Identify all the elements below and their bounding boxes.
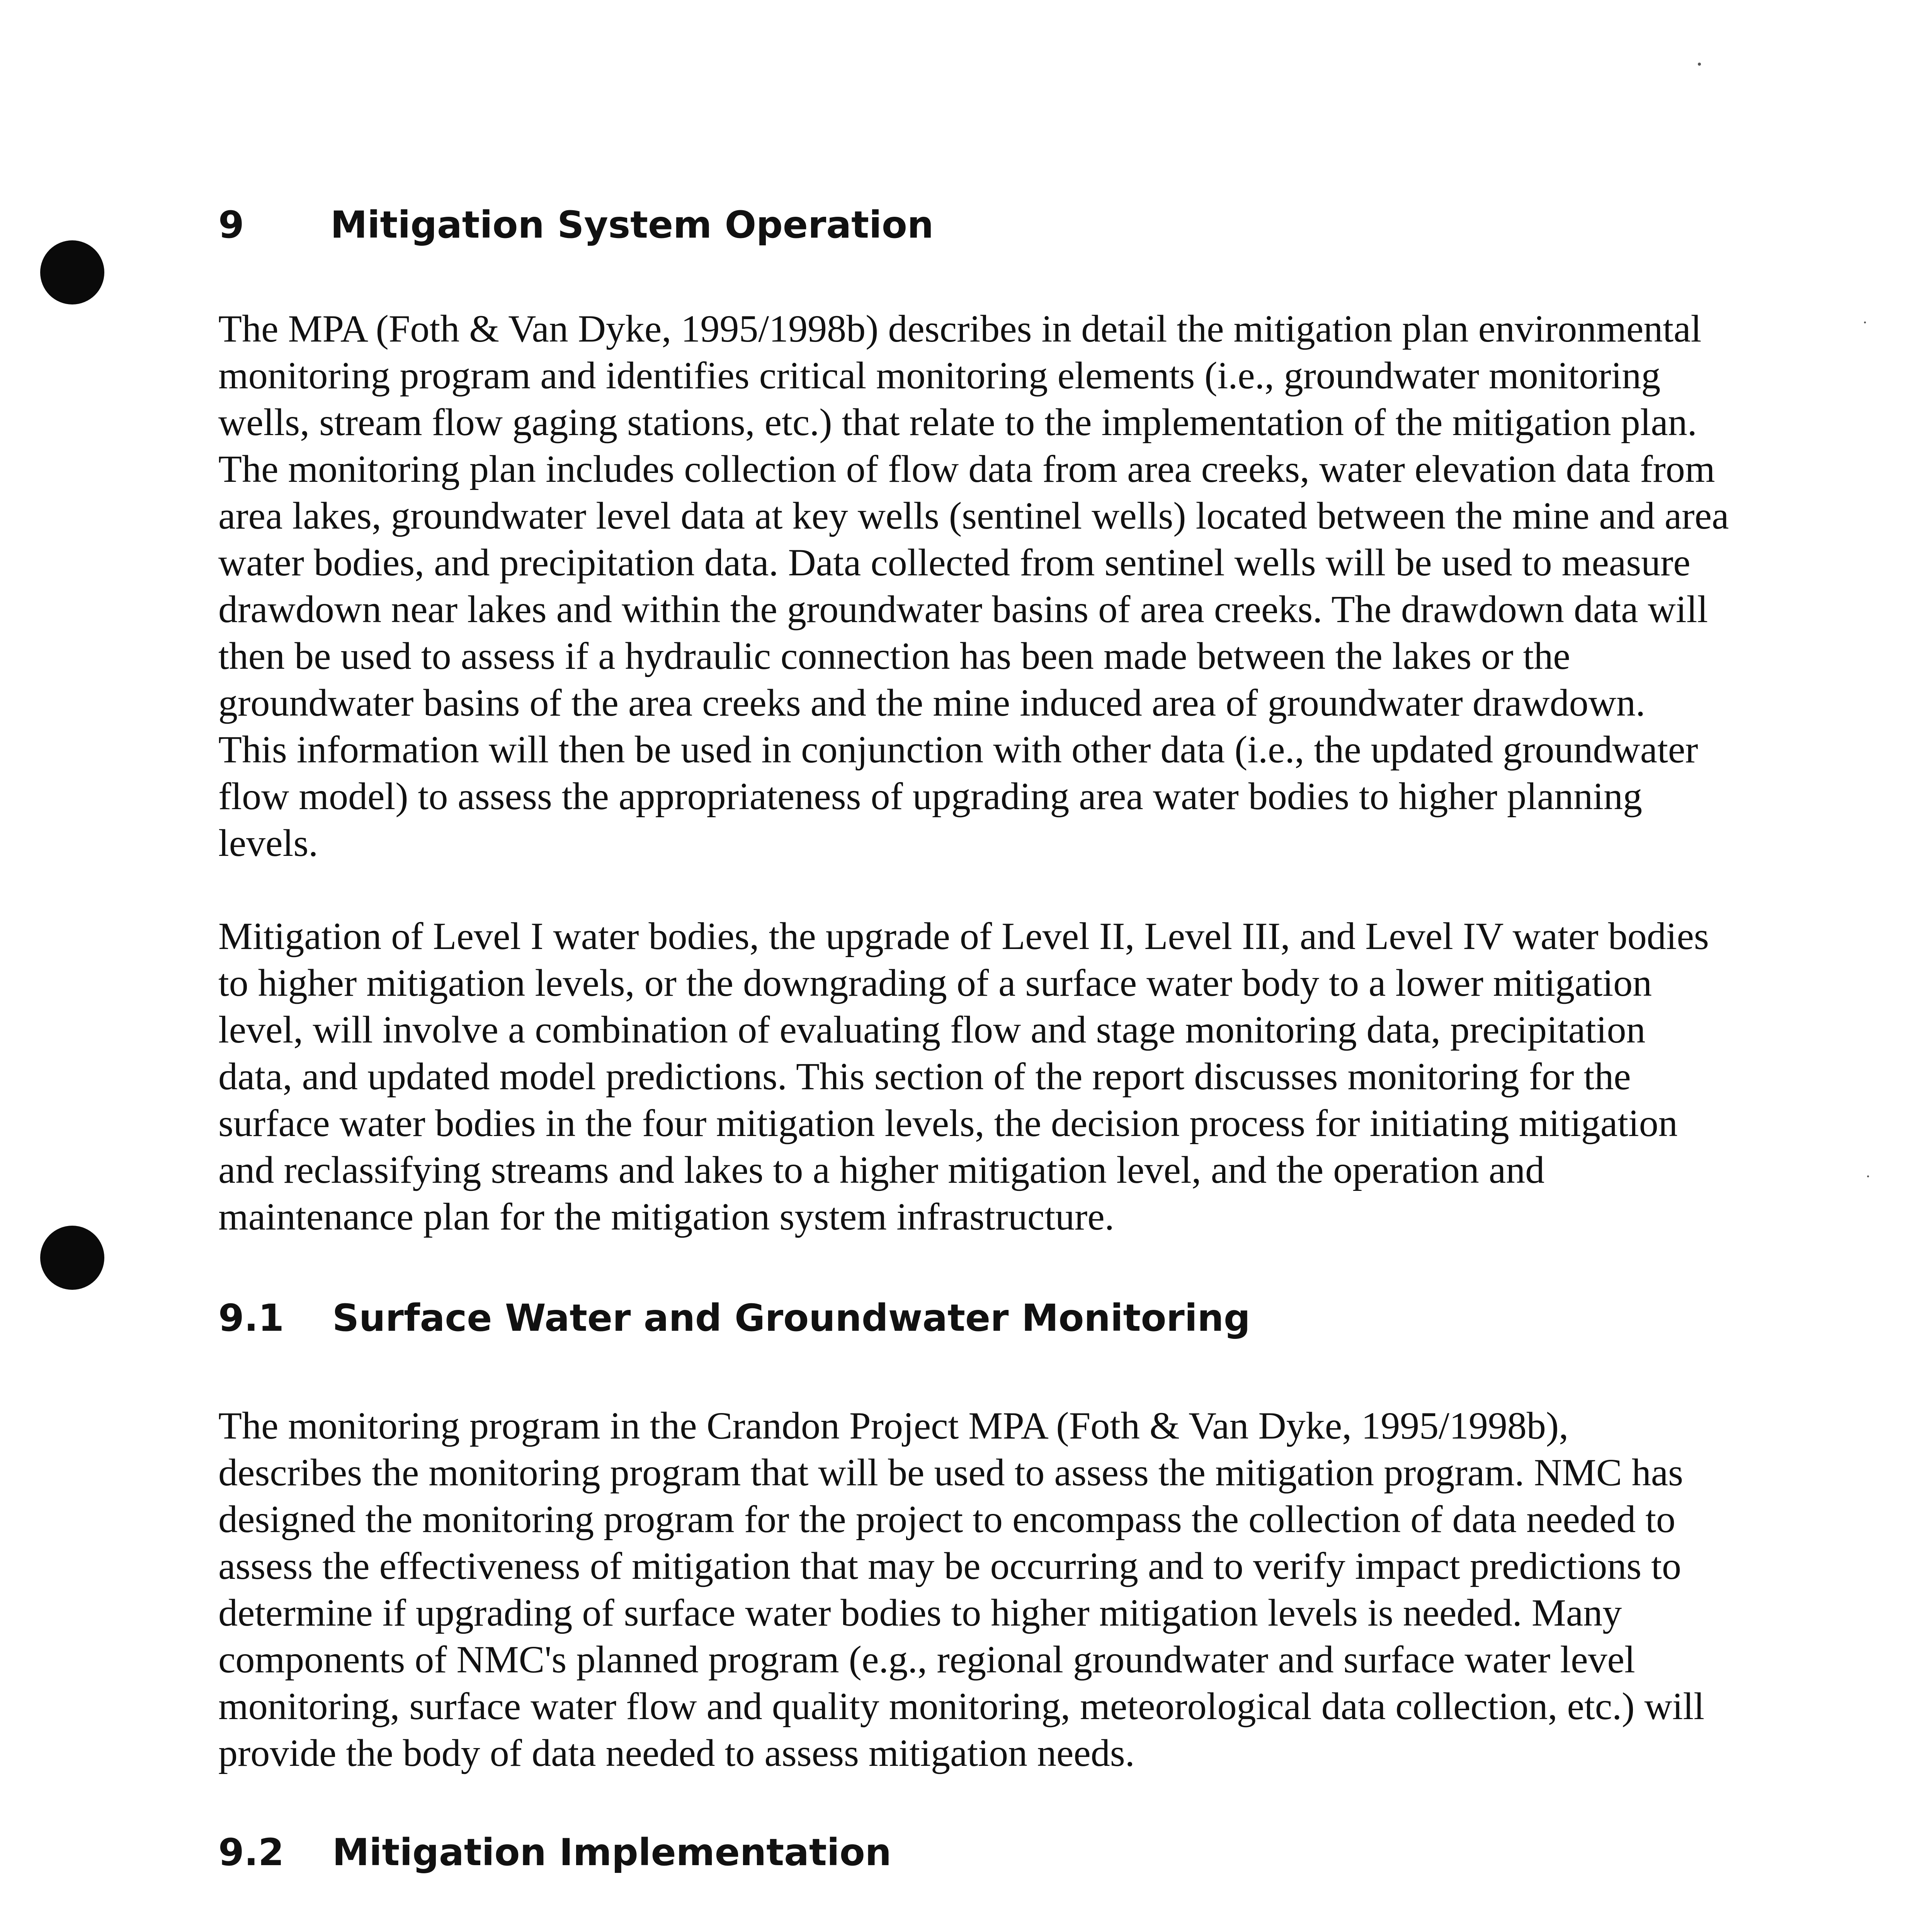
paragraph: [218, 305, 1772, 866]
section-title: Mitigation System Operation: [330, 203, 934, 247]
text-line: The MPA (Foth & Van Dyke, 1995/1998b) describes in detail the mitigation plan environmental: [218, 307, 1702, 350]
text-line: components of NMC's planned program (e.g., regional groundwater and surface water level: [218, 1638, 1635, 1681]
punch-hole: [40, 1226, 104, 1290]
paragraph: [218, 1402, 1772, 1776]
scan-speck: [1864, 321, 1866, 323]
section-heading-9-1: [218, 1296, 1772, 1340]
text-line: wells, stream flow gaging stations, etc.) that relate to the implementation of the mitigation plan.: [218, 401, 1697, 444]
text-line: This information will then be used in conjunction with other data (i.e., the updated groundwater: [218, 728, 1698, 771]
section-number: 9.1: [218, 1296, 284, 1340]
text-line: maintenance plan for the mitigation system infrastructure.: [218, 1195, 1114, 1238]
section-number: 9: [218, 203, 244, 247]
text-line: levels.: [218, 821, 318, 865]
text-line: describes the monitoring program that will be used to assess the mitigation program. NMC has: [218, 1451, 1684, 1494]
section-title: Surface Water and Groundwater Monitoring: [332, 1296, 1250, 1340]
text-line: drawdown near lakes and within the groundwater basins of area creeks. The drawdown data will: [218, 588, 1708, 631]
text-line: level, will involve a combination of evaluating flow and stage monitoring data, precipitation: [218, 1008, 1646, 1051]
text-line: monitoring, surface water flow and quality monitoring, meteorological data collection, etc.) will: [218, 1685, 1705, 1728]
text-line: provide the body of data needed to assess mitigation needs.: [218, 1731, 1135, 1775]
scan-speck: [1867, 1175, 1869, 1177]
text-line: Mitigation of Level I water bodies, the upgrade of Level II, Level III, and Level IV water bodies: [218, 915, 1709, 958]
text-line: and reclassifying streams and lakes to a higher mitigation level, and the operation and: [218, 1148, 1545, 1192]
text-line: monitoring program and identifies critical monitoring elements (i.e., groundwater monitoring: [218, 354, 1661, 397]
text-line: designed the monitoring program for the project to encompass the collection of data needed to: [218, 1498, 1676, 1541]
text-line: to higher mitigation levels, or the downgrading of a surface water body to a lower mitigation: [218, 961, 1652, 1005]
text-line: surface water bodies in the four mitigation levels, the decision process for initiating mitigation: [218, 1102, 1678, 1145]
text-line: flow model) to assess the appropriateness of upgrading area water bodies to higher planning: [218, 775, 1643, 818]
paragraph: [218, 913, 1772, 1240]
text-line: The monitoring program in the Crandon Project MPA (Foth & Van Dyke, 1995/1998b),: [218, 1404, 1569, 1447]
section-title: Mitigation Implementation: [332, 1831, 891, 1874]
scan-speck: [1698, 63, 1701, 66]
text-line: assess the effectiveness of mitigation that may be occurring and to verify impact predictions to: [218, 1544, 1681, 1588]
text-line: area lakes, groundwater level data at key wells (sentinel wells) located between the mine and area: [218, 494, 1729, 537]
section-number: 9.2: [218, 1831, 284, 1874]
text-line: then be used to assess if a hydraulic connection has been made between the lakes or the: [218, 634, 1570, 678]
page-body: [218, 193, 1772, 1932]
section-heading-9-2: [218, 1830, 1772, 1875]
text-line: The monitoring plan includes collection of flow data from area creeks, water elevation data from: [218, 447, 1715, 491]
text-line: water bodies, and precipitation data. Data collected from sentinel wells will be used to measure: [218, 541, 1690, 584]
text-line: data, and updated model predictions. This section of the report discusses monitoring for the: [218, 1055, 1631, 1098]
section-heading-9: [218, 203, 1772, 247]
text-line: groundwater basins of the area creeks and the mine induced area of groundwater drawdown.: [218, 681, 1645, 724]
text-line: determine if upgrading of surface water bodies to higher mitigation levels is needed. Many: [218, 1591, 1622, 1634]
punch-hole: [40, 240, 104, 304]
